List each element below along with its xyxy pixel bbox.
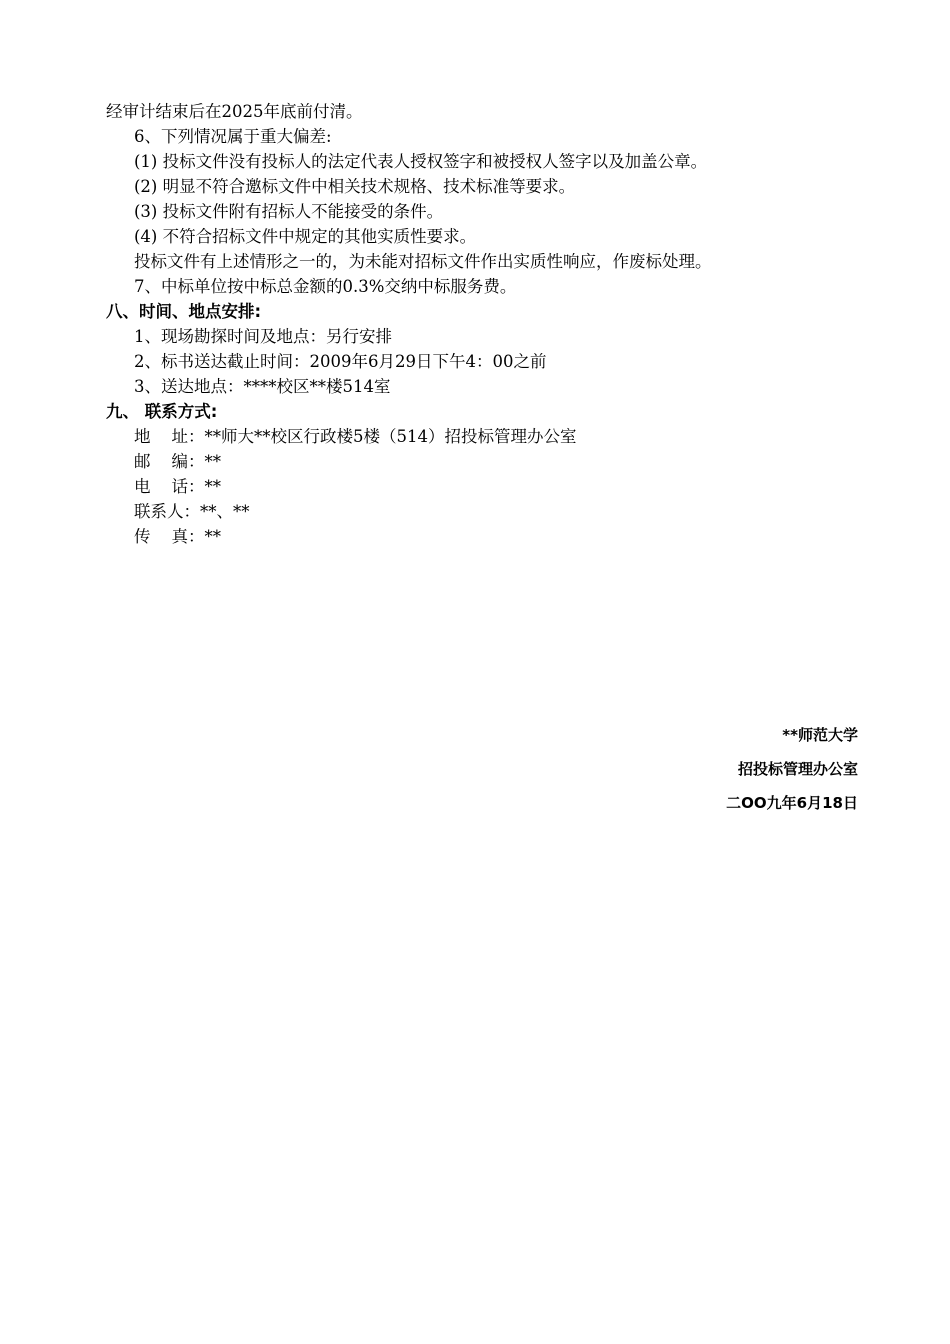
- signature-organization: **师范大学: [782, 726, 858, 744]
- schedule-item-deadline: 2、标书送达截止时间：2009年6月29日下午4：00之前: [134, 352, 547, 371]
- section-8-heading: 八、时间、地点安排:: [106, 302, 262, 321]
- contact-person: 联系人：**、**: [134, 502, 250, 521]
- signature-office: 招投标管理办公室: [737, 760, 858, 778]
- clause-7-service-fee: 7、中标单位按中标总金额的0.3%交纳中标服务费。: [134, 277, 517, 296]
- deviation-item-3: (3) 投标文件附有招标人不能接受的条件。: [134, 202, 444, 221]
- deviation-item-4: (4) 不符合招标文件中规定的其他实质性要求。: [134, 227, 477, 246]
- contact-address: 地 址：**师大**校区行政楼5楼（514）招投标管理办公室: [134, 427, 577, 446]
- clause-6-title: 6、下列情况属于重大偏差:: [134, 127, 332, 146]
- schedule-item-delivery-location: 3、送达地点：****校区**楼514室: [134, 377, 391, 396]
- deviation-conclusion: 投标文件有上述情形之一的，为未能对招标文件作出实质性响应，作废标处理。: [134, 252, 712, 271]
- schedule-item-site-survey: 1、现场勘探时间及地点：另行安排: [134, 327, 392, 346]
- contact-postcode: 邮 编：**: [134, 452, 221, 471]
- document-body: [106, 99, 866, 549]
- deviation-item-1: (1) 投标文件没有投标人的法定代表人授权签字和被授权人签字以及加盖公章。: [134, 152, 708, 171]
- signature-block: [726, 718, 858, 820]
- contact-fax: 传 真：**: [134, 527, 221, 546]
- section-9-heading: 九、 联系方式:: [106, 402, 218, 421]
- contact-phone: 电 话：**: [134, 477, 221, 496]
- signature-date: 二OO九年6月18日: [726, 794, 858, 812]
- deviation-item-2: (2) 明显不符合邀标文件中相关技术规格、技术标准等要求。: [134, 177, 576, 196]
- payment-note-line: 经审计结束后在2025年底前付清。: [106, 102, 363, 121]
